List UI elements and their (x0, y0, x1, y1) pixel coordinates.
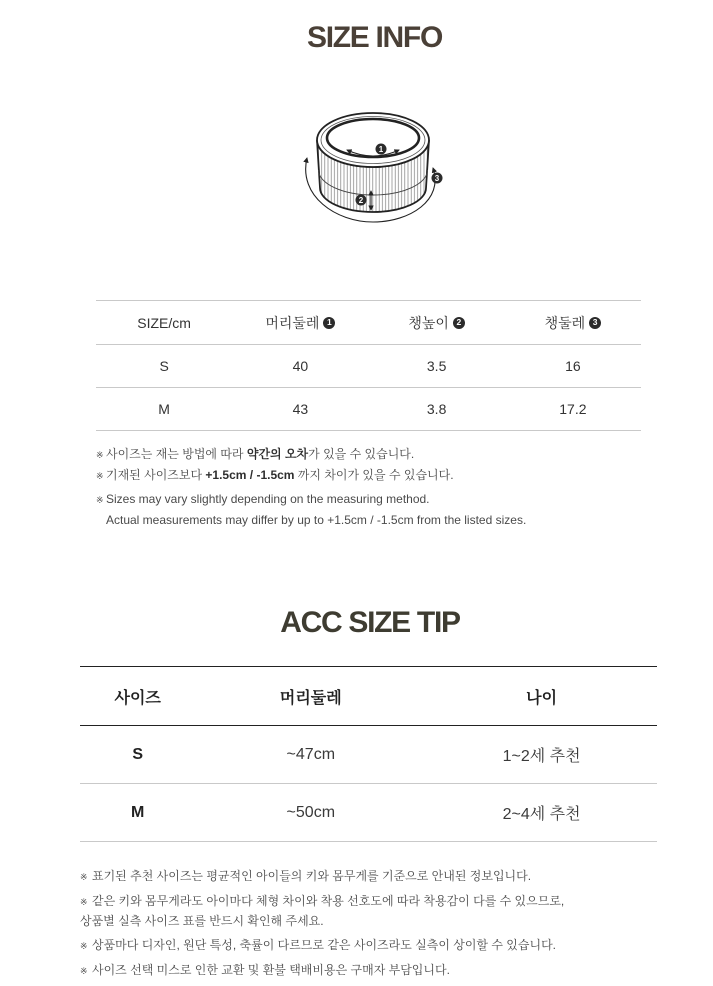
brim-height-cell: 3.5 (426, 358, 447, 374)
note-item (80, 867, 564, 887)
note-line (80, 961, 564, 981)
acc-size-table-header (80, 667, 657, 726)
table-row (96, 345, 641, 388)
note-text: 상품마다 디자인, 원단 특성, 축률이 다르므로 같은 사이즈라도 실측이 상이할 수 있습니다. (92, 938, 556, 952)
note-mark: ※ (96, 450, 104, 460)
rim-opening (327, 119, 419, 157)
note-line (96, 444, 526, 465)
header-size-cell (96, 301, 232, 344)
note-line (80, 867, 564, 887)
note-text: 사이즈는 재는 방법에 따라 (106, 447, 247, 461)
note-text-after: 까지 차이가 있을 수 있습니다. (294, 468, 454, 482)
head-circumference-cell: ~47cm (286, 745, 336, 763)
note-emphasis: 약간의 오차 (246, 447, 309, 461)
note-text: 사이즈 선택 미스로 인한 교환 및 환불 택배비용은 구매자 부담입니다. (92, 963, 450, 977)
note-mark: ※ (80, 872, 88, 882)
note-item (80, 961, 564, 981)
brim-circumference-cell: 17.2 (559, 401, 587, 417)
marker-3-label: 3 (434, 174, 440, 183)
size-cell: S (159, 358, 169, 374)
marker-3-badge: 3 (589, 317, 601, 329)
note-mark: ※ (80, 941, 88, 951)
head-circumference-cell: ~50cm (286, 803, 336, 821)
header-age: 나이 (526, 689, 558, 707)
size-info-notes (96, 444, 526, 530)
note-text: Sizes may vary slightly depending on the measuring method. (106, 492, 430, 506)
marker-2-label: 2 (358, 196, 364, 205)
header-brim-circumference-cell (505, 301, 641, 344)
note-text: 표기된 추천 사이즈는 평균적인 아이들의 키와 몸무게를 기준으로 안내된 정보입니다. (92, 869, 532, 883)
note-item (80, 892, 564, 931)
note-emphasis: +1.5cm / -1.5cm (205, 468, 295, 482)
brim-circumference-cell: 16 (565, 358, 581, 374)
note-item (96, 444, 526, 465)
note-text-after: 가 있을 수 있습니다. (308, 447, 415, 461)
note-text: 같은 키와 몸무게라도 아이마다 체형 차이와 착용 선호도에 따라 착용감이 다를 수 있으므로, (92, 894, 565, 908)
marker-1-label: 1 (378, 145, 384, 154)
size-cell: M (131, 803, 145, 821)
head-circumference-cell: 40 (292, 358, 309, 374)
table-row (96, 388, 641, 431)
note-mark: ※ (96, 471, 104, 481)
size-cell: S (132, 745, 144, 763)
head-circumference-cell: 43 (292, 401, 309, 417)
age-cell: 2~4세 추천 (502, 806, 581, 823)
size-cell: M (158, 401, 170, 417)
note-line (96, 489, 526, 510)
note-item (80, 936, 564, 956)
note-line-continued: Actual measurements may differ by up to +1.5cm / -1.5cm from the listed sizes. (106, 513, 527, 527)
note-mark: ※ (80, 897, 88, 907)
note-line (80, 892, 564, 912)
table-row (80, 784, 657, 842)
header-brim-height-cell (369, 301, 505, 344)
age-cell: 1~2세 추천 (502, 748, 581, 765)
marker-1-badge: 1 (323, 317, 335, 329)
size-info-table (96, 300, 641, 431)
note-line (80, 936, 564, 956)
marker-2-badge: 2 (453, 317, 465, 329)
note-item (96, 489, 526, 530)
header-head-circumference: 머리둘레 (279, 689, 342, 707)
note-mark: ※ (80, 966, 88, 976)
note-mark: ※ (96, 495, 104, 505)
header-head-circumference-label: 머리둘레 (265, 314, 320, 331)
header-brim-circumference-label: 챙둘레 (544, 314, 586, 331)
note-text: 기재된 사이즈보다 (106, 468, 206, 482)
acc-size-notes (80, 867, 564, 986)
table-row (80, 726, 657, 784)
size-info-title: SIZE INFO (307, 21, 442, 54)
header-head-circumference-cell (232, 301, 368, 344)
header-size-label: SIZE/cm (137, 314, 191, 331)
note-item (96, 465, 526, 486)
acc-size-tip-title: ACC SIZE TIP (280, 606, 460, 639)
hat-band-diagram (295, 100, 460, 225)
acc-size-table (80, 666, 657, 842)
note-line-continued: 상품별 실측 사이즈 표를 반드시 확인해 주세요. (80, 914, 324, 928)
size-info-table-header (96, 301, 641, 345)
header-size: 사이즈 (114, 689, 161, 707)
brim-height-cell: 3.8 (426, 401, 447, 417)
note-line (96, 465, 526, 486)
header-brim-height-label: 챙높이 (408, 314, 449, 331)
